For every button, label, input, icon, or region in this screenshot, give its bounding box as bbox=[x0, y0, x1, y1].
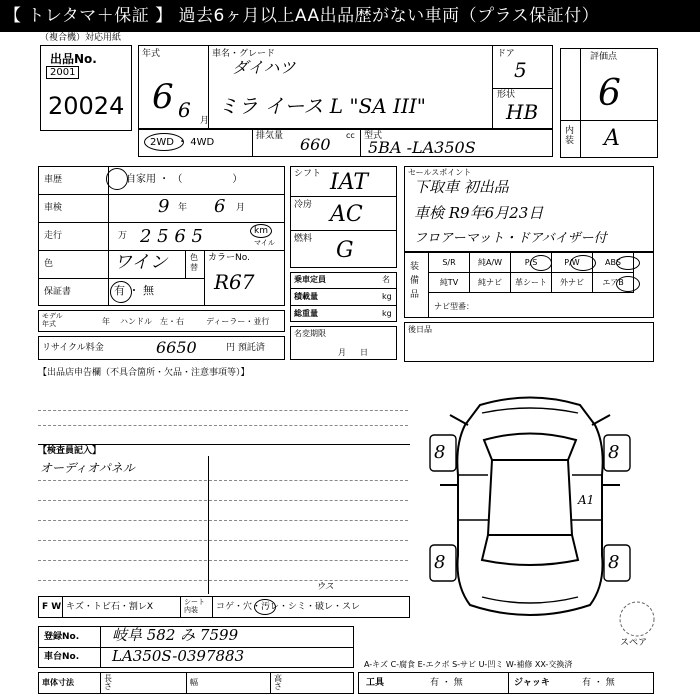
doors-value: 5 bbox=[514, 58, 527, 82]
inspection-year: 9 bbox=[158, 196, 170, 217]
later-input-box bbox=[404, 322, 654, 362]
recycle-value: 6650 bbox=[156, 338, 197, 357]
load-label: 積載量 bbox=[294, 292, 318, 301]
tire-mark-fl: 8 bbox=[434, 442, 446, 463]
jack-label: ジャッキ bbox=[514, 678, 550, 688]
shape-label: 形状 bbox=[497, 90, 516, 100]
name-change-unit: 月日 bbox=[338, 348, 382, 357]
tools-options: 有 ・ 無 bbox=[430, 678, 463, 688]
shape-value: HB bbox=[506, 100, 539, 124]
fw-note: ウス bbox=[316, 582, 334, 592]
model-code-value: 5BA -LA350S bbox=[368, 138, 476, 157]
tire-mark-rl: 8 bbox=[434, 552, 446, 573]
dims-label: 車体寸法 bbox=[42, 678, 74, 687]
equip-leather: 革シート bbox=[511, 273, 552, 293]
abs-circle-mark bbox=[616, 256, 640, 270]
mileage-value: 2 5 6 5 bbox=[140, 226, 203, 247]
mileage-unit-man: 万 bbox=[118, 231, 128, 241]
model-year-label: モデル年式 bbox=[42, 312, 63, 328]
score-value: 6 bbox=[598, 73, 621, 114]
ac-label: 冷房 bbox=[294, 200, 313, 210]
car-windshield bbox=[484, 434, 576, 461]
ac-value: AC bbox=[330, 202, 363, 227]
fw-circle-mark bbox=[254, 599, 276, 615]
color-label: 色 bbox=[44, 259, 54, 269]
fw-items: キズ・トビ石・割レX bbox=[66, 602, 153, 612]
warranty-circle-mark bbox=[110, 281, 132, 303]
registration-label: 登録No. bbox=[44, 632, 80, 642]
history-value: 自家用 ・ （ ） bbox=[126, 174, 243, 185]
equip-ps: P/S bbox=[511, 253, 552, 273]
fw-label: F W bbox=[42, 602, 62, 612]
tire-mark-rr: 8 bbox=[608, 552, 620, 573]
history-circle-mark bbox=[106, 168, 128, 190]
scratch-mark: A1 bbox=[578, 493, 595, 507]
fuel-value: G bbox=[336, 238, 354, 263]
later-input-label: 後日品 bbox=[408, 325, 432, 334]
equip-airbag: エアB bbox=[593, 273, 634, 293]
chassis-label: 車台No. bbox=[44, 652, 80, 662]
color-change: 色替 bbox=[190, 253, 198, 272]
seller-notes-label: 【出品店申告欄（不具合箇所・欠品・注意事項等）】 bbox=[38, 368, 250, 378]
mileage-label: 走行 bbox=[44, 231, 63, 241]
fw-seat: シート内装 bbox=[184, 598, 205, 614]
equipment-navi-label: ナビ型番： bbox=[434, 302, 474, 311]
equip-pw: P/W bbox=[552, 253, 593, 273]
mileage-mile: マイル bbox=[254, 239, 275, 247]
sales-point-line1: 下取車 初出品 bbox=[414, 178, 509, 196]
shift-value: IAT bbox=[330, 170, 369, 195]
pw-circle-mark bbox=[570, 255, 596, 271]
recycle-label: リサイクル料金 bbox=[42, 343, 104, 353]
equip-abs: ABS bbox=[593, 253, 634, 273]
displacement-unit: cc bbox=[346, 131, 355, 140]
model-maker: ダイハツ bbox=[232, 58, 296, 77]
lot-label: 出品No. bbox=[50, 52, 97, 66]
model-code-label: 型式 bbox=[364, 131, 383, 141]
fuel-label: 燃料 bbox=[294, 234, 313, 244]
equip-ext-navi: 外ナビ bbox=[552, 273, 593, 293]
interior-label: 内装 bbox=[565, 126, 575, 146]
mileage-km: km bbox=[254, 226, 268, 236]
shift-label: シフト bbox=[294, 169, 322, 179]
lot-number: 20024 bbox=[48, 92, 125, 120]
airbag-circle-mark bbox=[616, 276, 640, 292]
drive-options: 2WD ・ 4WD bbox=[150, 137, 215, 148]
damage-legend: A-キズ C-腐食 E-エクボ S-サビ U-凹ミ W-補修 XX-交換済 bbox=[364, 660, 573, 669]
sales-point-line2: 車検 R9年6月23日 bbox=[414, 204, 544, 222]
score-label: 評価点 bbox=[590, 52, 618, 62]
weight-label: 総重量 bbox=[294, 309, 318, 318]
model-year-handle: ハンドル 左・右 bbox=[120, 317, 184, 326]
fw-items2: コゲ・穴・汚レ・シミ・破レ・スレ bbox=[216, 602, 361, 612]
chassis-value: LA350S-0397883 bbox=[112, 647, 245, 665]
car-roof-outline bbox=[488, 460, 572, 535]
inspector-label: 【検査員記入】 bbox=[38, 446, 102, 456]
equipment-label: 装備品 bbox=[410, 262, 420, 300]
car-rear-window bbox=[482, 535, 578, 565]
equip-aw: 純A/W bbox=[470, 253, 511, 273]
car-damage-diagram bbox=[410, 385, 650, 625]
capacity-label: 乗車定員 bbox=[294, 275, 326, 284]
equip-sr: S/R bbox=[429, 253, 470, 273]
jack-options: 有 ・ 無 bbox=[582, 678, 615, 688]
color-no-label: カラーNo. bbox=[208, 253, 250, 263]
year-value: 6 bbox=[152, 77, 174, 117]
registration-value: 岐阜 582 み 7599 bbox=[112, 626, 239, 644]
year-month-value: 6 bbox=[178, 98, 191, 122]
inspection-label: 車検 bbox=[44, 203, 63, 213]
sales-point-line3: フロアーマット・ドアバイザー付 bbox=[414, 231, 607, 246]
year-label: 年式 bbox=[142, 49, 161, 59]
spare-label: スペア bbox=[620, 638, 648, 648]
color-value: ワイン bbox=[114, 252, 168, 273]
history-label: 車歴 bbox=[44, 175, 63, 185]
displacement-value: 660 bbox=[300, 135, 331, 154]
model-name: ミラ イース L "SA III" bbox=[218, 94, 426, 118]
inspection-year-unit: 年 bbox=[178, 203, 188, 213]
top-note: （複合機）対応用紙 bbox=[40, 33, 122, 43]
color-no-value: R67 bbox=[214, 270, 255, 294]
tools-label: 工具 bbox=[366, 678, 385, 688]
equip-navi: 純ナビ bbox=[470, 273, 511, 293]
warranty-options: 有 ・ 無 bbox=[114, 284, 154, 297]
equip-tv: 純TV bbox=[429, 273, 470, 293]
dims-height: 高さ bbox=[274, 674, 282, 691]
inspector-note: オーディオパネル bbox=[40, 461, 135, 475]
name-change-label: 名変期限 bbox=[294, 329, 326, 338]
ps-circle-mark bbox=[530, 255, 552, 271]
inspection-month: 6 bbox=[214, 196, 226, 217]
drive-circle-mark bbox=[144, 133, 184, 151]
model-year-year: 年 bbox=[102, 317, 110, 326]
interior-value: A bbox=[604, 126, 620, 151]
load-unit: kg bbox=[382, 292, 392, 301]
inspection-month-unit: 月 bbox=[236, 203, 246, 213]
dims-width: 幅 bbox=[190, 678, 198, 687]
banner: 【 トレタマ＋保証 】 過去6ヶ月以上AA出品歴がない車両（プラス保証付） bbox=[0, 0, 700, 32]
capacity-unit: 名 bbox=[382, 275, 390, 284]
warranty-label: 保証書 bbox=[44, 287, 72, 297]
lot-stamp: 2001 bbox=[46, 66, 79, 79]
model-year-dealer: ディーラー・並行 bbox=[206, 317, 270, 326]
tire-mark-fr: 8 bbox=[608, 442, 620, 463]
model-label: 車名・グレード bbox=[212, 49, 276, 59]
weight-unit: kg bbox=[382, 309, 392, 318]
displacement-label: 排気量 bbox=[256, 131, 284, 141]
mileage-circle-mark bbox=[250, 224, 272, 238]
sales-point-label: セールスポイント bbox=[408, 168, 472, 177]
dims-length: 長さ bbox=[104, 674, 112, 691]
year-month-unit: 月 bbox=[200, 116, 210, 126]
spare-tire-icon bbox=[618, 600, 656, 638]
doors-label: ドア bbox=[497, 49, 515, 59]
recycle-unit: 円 預託済 bbox=[226, 343, 265, 353]
